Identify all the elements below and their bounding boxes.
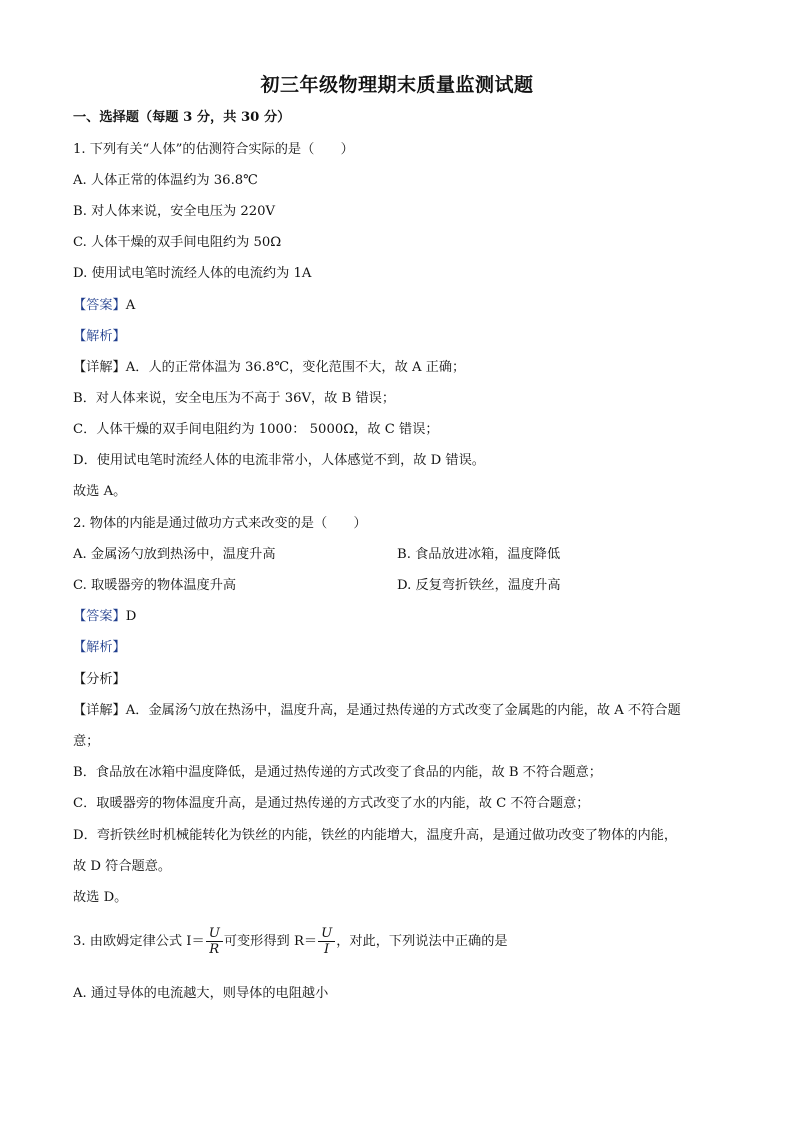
answer-value: D [125, 609, 137, 624]
q1-answer [73, 298, 135, 314]
q3-stem [73, 926, 508, 957]
detail-text: A．金属汤勺放在热汤中，温度升高，是通过热传递的方式改变了金属匙的内能，故 A 不符合题 [125, 703, 681, 718]
q2-fenxi-tag: 【分析】 [73, 672, 126, 687]
q1-analysis-tag: 【解析】 [73, 329, 126, 344]
fraction-numerator: U [206, 926, 223, 942]
page-title: 初三年级物理期末质量监测试题 [260, 74, 534, 96]
q2-analysis-tag: 【解析】 [73, 640, 126, 655]
resistance-fraction [318, 926, 335, 957]
q2-option-c: C. 取暖器旁的物体温度升高 [73, 578, 237, 593]
q1-option-d: D. 使用试电笔时流经人体的电流约为 1A [73, 266, 312, 281]
ohm-law-fraction [206, 926, 223, 957]
q1-stem: 1. 下列有关“人体”的估测符合实际的是（ ） [73, 142, 354, 157]
q3-stem-part3: ，对此，下列说法中正确的是 [336, 934, 508, 949]
q2-detail-line-5: D．弯折铁丝时机械能转化为铁丝的内能，铁丝的内能增大，温度升高，是通过做功改变了物体的内能， [73, 828, 678, 843]
detail-tag: 【详解】 [73, 703, 126, 718]
q2-conclusion: 故选 D。 [73, 890, 128, 905]
q1-conclusion: 故选 A。 [73, 484, 127, 499]
q2-detail-line-6: 故 D 符合题意。 [73, 859, 172, 874]
q2-detail-line-4: C．取暖器旁的物体温度升高，是通过热传递的方式改变了水的内能，故 C 不符合题意； [73, 796, 590, 811]
detail-tag: 【详解】 [73, 360, 126, 375]
section-heading: 一、选择题（每题 3 分，共 30 分） [73, 110, 291, 125]
q1-detail-line-4: D．使用试电笔时流经人体的电流非常小，人体感觉不到，故 D 错误。 [73, 453, 485, 468]
q3-option-a: A. 通过导体的电流越大，则导体的电阻越小 [73, 986, 329, 1001]
q1-option-c: C. 人体干燥的双手间电阻约为 50Ω [73, 235, 282, 250]
fraction-numerator: U [318, 926, 335, 942]
q1-option-b: B. 对人体来说，安全电压为 220V [73, 204, 276, 219]
fraction-denominator: R [209, 942, 220, 957]
q2-detail-line-3: B．食品放在冰箱中温度降低，是通过热传递的方式改变了食品的内能，故 B 不符合题意； [73, 765, 602, 780]
answer-tag: 【答案】 [73, 609, 126, 624]
q2-option-b: B. 食品放进冰箱，温度降低 [397, 547, 561, 562]
q1-option-a: A. 人体正常的体温约为 36.8℃ [73, 173, 258, 188]
q1-detail-line-2: B．对人体来说，安全电压为不高于 36V，故 B 错误； [73, 391, 396, 406]
answer-value: A [125, 298, 136, 313]
fraction-denominator: I [324, 942, 330, 957]
q1-detail-line-1 [73, 360, 465, 376]
answer-tag: 【答案】 [73, 298, 126, 313]
detail-text: A．人的正常体温为 36.8℃，变化范围不大，故 A 正确； [125, 360, 466, 375]
q2-detail-line-1 [73, 703, 681, 719]
q2-option-d: D. 反复弯折铁丝，温度升高 [397, 578, 561, 593]
q2-detail-line-2: 意； [73, 734, 100, 749]
q1-detail-line-3: C．人体干燥的双手间电阻约为 1000： 5000Ω，故 C 错误； [73, 422, 439, 437]
q3-stem-part2: 可变形得到 R＝ [223, 934, 318, 949]
q2-stem: 2. 物体的内能是通过做功方式来改变的是（ ） [73, 516, 367, 531]
q3-stem-part1: 3. 由欧姆定律公式 I＝ [73, 934, 205, 949]
q2-option-a: A. 金属汤勺放到热汤中，温度升高 [73, 547, 276, 562]
q2-answer [73, 609, 136, 625]
